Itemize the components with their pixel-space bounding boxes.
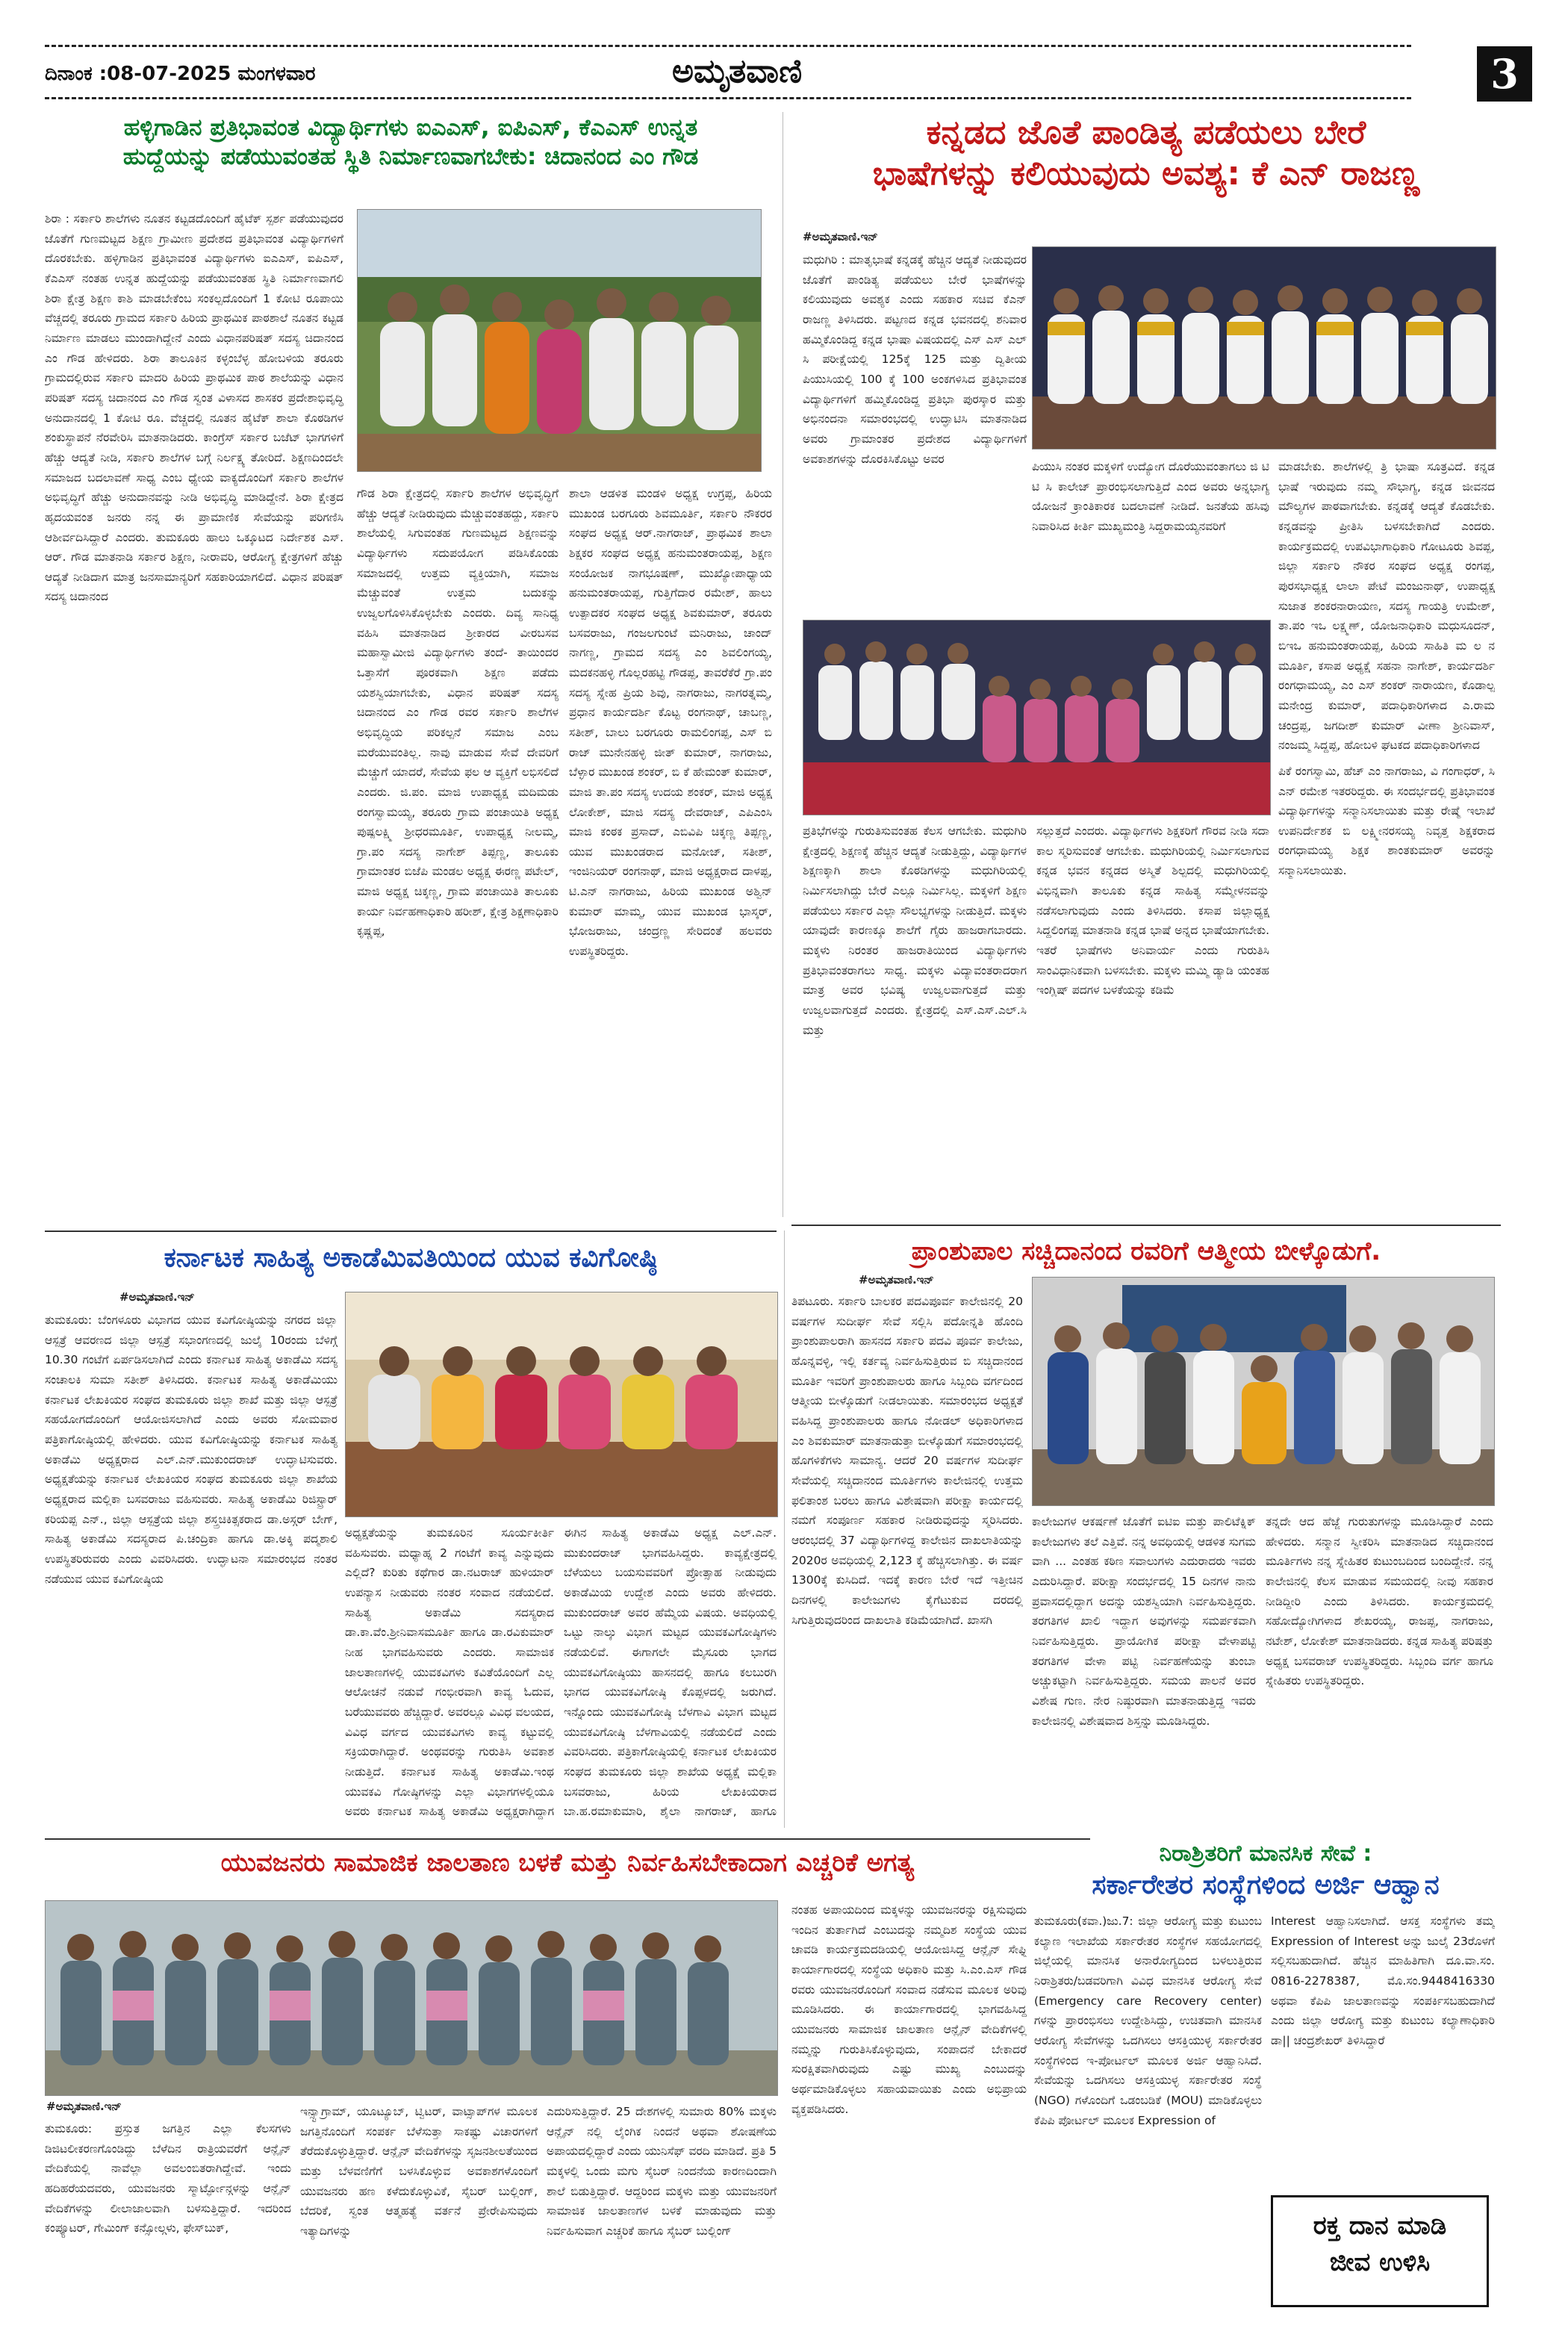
article4-column-3: ತನ್ನದೇ ಆದ ಹೆಜ್ಜೆ ಗುರುತುಗಳನ್ನು ಮೂಡಿಸಿದ್ದಾರೆ ಎಂದು ಹೇಳಿದರು. ಸನ್ಮಾನ ಸ್ವೀಕರಿಸಿ ಮಾತನಾಡಿದ ಸಚ್ಚಿದಾನಂದ ಮೂರ್ತಿಗಳು ನನ್ನ ಸ್ನೇಹಿತರ ಕುಟುಂಬದಿಂದ ಬಂದಿದ್ದೇನೆ. ನನ್ನ ಕಾಲೇಜಿನಲ್ಲಿ ಕೆಲಸ ಮಾಡುವ ಸಮಯದಲ್ಲಿ ನೀವು ಸಹಕಾರ ನೀಡಿದ್ದೀರಿ ಎಂದು ತಿಳಿಸಿದರು. ಕಾರ್ಯಕ್ರಮದಲ್ಲಿ ಸಹೋದ್ಯೋಗಿಗಳಾದ ಶೇಖರಯ್ಯ, ರಾಜಪ್ಪ, ನಾಗರಾಜು, ನಟೇಶ್, ಲೋಕೇಶ್ ಮಾತನಾಡಿದರು. ಕನ್ನಡ ಸಾಹಿತ್ಯ ಪರಿಷತ್ತು ಅಧ್ಯಕ್ಷ ಬಸವರಾಜ್ ಉಪಸ್ಥಿತರಿದ್ದರು. ಸಿಬ್ಬಂದಿ ವರ್ಗ ಹಾಗೂ ಸ್ನೇಹಿತರು ಉಪಸ್ಥಿತರಿದ್ದರು. bbox=[1266, 1515, 1493, 1688]
article1-headline-line2: ಹುದ್ದೆಯನ್ನು ಪಡೆಯುವಂತಹ ಸ್ಥಿತಿ ನಿರ್ಮಾಣವಾಗಬೇಕು: ಚಿದಾನಂದ ಎಂ ಗೌಡ bbox=[122, 143, 699, 170]
article6-headline bbox=[1034, 1840, 1497, 1902]
article4-photo-farewell bbox=[1032, 1277, 1495, 1506]
vertical-divider-middle bbox=[784, 1231, 785, 1828]
article1-column-2: ಗೌಡ ಶಿರಾ ಕ್ಷೇತ್ರದಲ್ಲಿ ಸರ್ಕಾರಿ ಶಾಲೆಗಳ ಅಭಿವೃದ್ಧಿಗೆ ಹೆಚ್ಚು ಆದ್ಯತೆ ನೀಡಿರುವುದು ಮೆಚ್ಚುವಂತಹದ್ದು, ಸರ್ಕಾರಿ ಶಾಲೆಯಲ್ಲಿ ಸಿಗುವಂತಹ ಗುಣಮಟ್ಟದ ಶಿಕ್ಷಣವನ್ನು ವಿದ್ಯಾರ್ಥಿಗಳು ಸದುಪಯೋಗ ಪಡಿಸಿಕೊಂಡು ಸಮಾಜದಲ್ಲಿ ಉತ್ತಮ ವ್ಯಕ್ತಿಯಾಗಿ, ಸಮಾಜ ಮೆಚ್ಚುವಂತೆ ಉತ್ತಮ ಬದುಕನ್ನು ಉಜ್ವಲಗೊಳಿಸಿಕೊಳ್ಳಬೇಕು ಎಂದರು. ದಿವ್ಯ ಸಾನಿಧ್ಯ ವಹಿಸಿ ಮಾತನಾಡಿದ ಶ್ರೀಕಾರದ ವೀರಬಸವ ಮಹಾಸ್ವಾಮೀಜಿ ವಿದ್ಯಾರ್ಥಿಗಳು ತಂದೆ- ತಾಯಿಂದರ ಒತ್ತಾಸೆಗೆ ಪೂರಕವಾಗಿ ಶಿಕ್ಷಣ ಪಡೆದು ಯಶಸ್ವಿಯಾಗಬೇಕು, ವಿಧಾನ ಪರಿಷತ್ ಸದಸ್ಯ ಚಿದಾನಂದ ಎಂ ಗೌಡ ರವರ ಸರ್ಕಾರಿ ಶಾಲೆಗಳ ಅಭಿವೃದ್ಧಿಯ ಪರಿಕಲ್ಪನೆ ಸಮಾಜ ಎಂಬ ಮರೆಯುವಂತಿಲ್ಲ. ನಾವು ಮಾಡುವ ಸೇವೆ ದೇವರಿಗೆ ಮೆಚ್ಚುಗೆ ಯಾದರೆ, ಸೇವೆಯ ಫಲ ಆ ವ್ಯಕ್ತಿಗೆ ಲಭಿಸಲಿದೆ ಎಂದರು. ಜಿ.ಪಂ. ಮಾಜಿ ಉಪಾಧ್ಯಕ್ಷ ಮದಿಮಡು ರಂಗಸ್ವಾಮಯ್ಯ, ತರೂರು ಗ್ರಾಮ ಪಂಚಾಯಿತಿ ಅಧ್ಯಕ್ಷ ಪುಷ್ಪಲಕ್ಷ್ಮಿ ಶ್ರೀಧರಮೂರ್ತಿ, ಉಪಾಧ್ಯಕ್ಷ ನೀಲಮ್ಮ, ಗ್ರಾ.ಪಂ ಸದಸ್ಯ ನಾಗೇಶ್ ತಿಪ್ಪಣ್ಣ, ತಾಲೂಕು ಗ್ರಾಮಾಂತರ ಬಿಜೆಪಿ ಮಂಡಲ ಅಧ್ಯಕ್ಷ ಈರಣ್ಣ ಪಟೇಲ್, ಮಾಜಿ ಅಧ್ಯಕ್ಷ ಚಿಕ್ಕಣ್ಣ, ಗ್ರಾಮ ಪಂಚಾಯಿತಿ ತಾಲೂಕು ಕಾರ್ಯ ನಿರ್ವಹಣಾಧಿಕಾರಿ ಹರೀಶ್, ಕ್ಷೇತ್ರ ಶಿಕ್ಷಣಾಧಿಕಾರಿ ಕೃಷ್ಣಪ್ಪ, bbox=[357, 487, 559, 939]
blood-donation-box bbox=[1271, 2195, 1489, 2307]
article2-column-1: ಮಧುಗಿರಿ : ಮಾತೃಭಾಷೆ ಕನ್ನಡಕ್ಕೆ ಹೆಚ್ಚಿನ ಆದ್ಯತೆ ನೀಡುವುದರ ಜೊತೆಗೆ ಪಾಂಡಿತ್ಯ ಪಡೆಯಲು ಬೇರೆ ಭಾಷೆಗಳನ್ನು ಕಲಿಯುವುದು ಅವಶ್ಯಕ ಎಂದು ಸಹಕಾರ ಸಚಿವ ಕೆಎನ್ ರಾಜಣ್ಣ ತಿಳಿಸಿದರು. ಪಟ್ಟಣದ ಕನ್ನಡ ಭವನದಲ್ಲಿ ಶನಿವಾರ ಹಮ್ಮಿಕೊಂಡಿದ್ದ ಕನ್ನಡ ಭಾಷಾ ವಿಷಯದಲ್ಲಿ ಎಸ್ ಎಸ್ ಎಲ್ ಸಿ ಪರೀಕ್ಷೆಯಲ್ಲಿ 125ಕ್ಕೆ 125 ಮತ್ತು ದ್ವಿತೀಯ ಪಿಯುಸಿಯಲ್ಲಿ 100 ಕ್ಕೆ 100 ಅಂಕಗಳಿಸಿದ ಪ್ರತಿಭಾವಂತ ವಿದ್ಯಾರ್ಥಿಗಳಿಗೆ ಹಮ್ಮಿಕೊಂಡಿದ್ದ ಪ್ರತಿಭಾ ಪುರಸ್ಕಾರ ಮತ್ತು ಅಭಿನಂದನಾ ಸಮಾರಂಭದಲ್ಲಿ ಉದ್ಘಾಟಿಸಿ ಮಾತನಾಡಿದ ಅವರು ಗ್ರಾಮಾಂತರ ಪ್ರದೇಶದ ವಿದ್ಯಾರ್ಥಿಗಳಿಗೆ ಅವಕಾಶಗಳನ್ನು ದೊರಕಿಸಿಕೊಟ್ಟು ಅವರ bbox=[803, 253, 1027, 466]
article2-column-5: ಸಲ್ಲುತ್ತದೆ ಎಂದರು. ವಿದ್ಯಾರ್ಥಿಗಳು ಶಿಕ್ಷಕರಿಗೆ ಗೌರವ ನೀಡಿ ಸದಾ ಕಾಲ ಸ್ಮರಿಸುವಂತೆ ಆಗಬೇಕು. ಮಧುಗಿರಿಯಲ್ಲಿ ನಿರ್ಮಿಸಲಾಗುವ ಕನ್ನಡ ಭವನ ಕನ್ನಡದ ಅಸ್ಮಿತೆ ಶಿಲ್ಪದಲ್ಲಿ ಮಧುಗಿರಿಯಲ್ಲಿ ವಿಭಿನ್ನವಾಗಿ ತಾಲೂಕು ಕನ್ನಡ ಸಾಹಿತ್ಯ ಸಮ್ಮೇಳನವನ್ನು ನಡೆಸಲಾಗುವುದು ಎಂದು ತಿಳಿಸಿದರು. ಕಸಾಪ ಜಿಲ್ಲಾಧ್ಯಕ್ಷ ಸಿದ್ದಲಿಂಗಪ್ಪ ಮಾತನಾಡಿ ಕನ್ನಡ ಭಾಷೆ ಅನ್ನದ ಭಾಷೆಯಾಗಬೇಕು. ಇತರೆ ಭಾಷೆಗಳು ಅನಿವಾರ್ಯ ಎಂದು ಗುರುತಿಸಿ ಸಾಂವಿಧಾನಿಕವಾಗಿ ಬಳಸಬೇಕು. ಮಕ್ಕಳು ಮಮ್ಮಿ ಡ್ಯಾಡಿ ಯಂತಹ ಇಂಗ್ಲಿಷ್ ಪದಗಳ ಬಳಕೆಯನ್ನು ಕಡಿಮೆ bbox=[1036, 824, 1269, 998]
article2-headline bbox=[788, 112, 1505, 194]
article4-byline: #ಅಮೃತವಾಣಿ.ಇನ್ bbox=[859, 1273, 934, 1287]
article4-column-2: ಕಾಲೇಜುಗಳ ಆಕರ್ಷಣೆ ಜೊತೆಗೆ ಐಟಿಐ ಮತ್ತು ಪಾಲಿಟೆಕ್ನಿಕ್ ಕಾಲೇಜುಗಳು ತಲೆ ಎತ್ತಿವೆ. ನನ್ನ ಅವಧಿಯಲ್ಲಿ ಆಡಳಿತ ಸುಗಮ ವಾಗಿ ... ಎಂತಹ ಕಠಿಣ ಸವಾಲುಗಳು ಎದುರಾದರು ಇವರು ಎದುರಿಸಿದ್ದಾರೆ. ಪರೀಕ್ಷಾ ಸಂದರ್ಭದಲ್ಲಿ 15 ದಿನಗಳ ನಾನು ಪ್ರವಾಸದಲ್ಲಿದ್ದಾಗ ಅದನ್ನು ಯಶಸ್ವಿಯಾಗಿ ನಿರ್ವಹಿಸುತ್ತಿದ್ದರು. ತರಗತಿಗಳ ಖಾಲಿ ಇದ್ದಾಗ ಅವುಗಳನ್ನು ಸಮರ್ಪಕವಾಗಿ ನಿರ್ವಹಿಸುತ್ತಿದ್ದರು. ಪ್ರಾಯೋಗಿಕ ಪರೀಕ್ಷಾ ವೇಳಾಪಟ್ಟಿ ತರಗತಿಗಳ ವೇಳಾ ಪಟ್ಟಿ ನಿರ್ವಹಣೆಯನ್ನು ತುಂಬಾ ಅಚ್ಚುಕಟ್ಟಾಗಿ ನಿರ್ವಹಿಸುತ್ತಿದ್ದರು. ಸಮಯ ಪಾಲನೆ ಅವರ ವಿಶೇಷ ಗುಣ. ನೇರ ನಿಷ್ಠುರವಾಗಿ ಮಾತನಾಡುತ್ತಿದ್ದ ಇವರು ಕಾಲೇಜಿನಲ್ಲಿ ವಿಶೇಷವಾದ ಶಿಸ್ತನ್ನು ಮೂಡಿಸಿದ್ದರು. bbox=[1032, 1515, 1256, 1728]
article3-column-3: ಈಗಿನ ಸಾಹಿತ್ಯ ಅಕಾಡೆಮಿ ಅಧ್ಯಕ್ಷ ಎಲ್.ಎನ್. ಮುಕುಂದರಾಜ್ ಭಾಗವಹಿಸಿದ್ದರು. ಕಾವ್ಯಕ್ಷೇತ್ರದಲ್ಲಿ ಬೆಳೆಯಲು ಬಯಸುವವರಿಗೆ ಪ್ರೋತ್ಸಾಹ ನೀಡುವುದು ಅಕಾಡೆಮಿಯ ಉದ್ದೇಶ ಎಂದು ಅವರು ಹೇಳಿದರು. ಮುಕುಂದರಾಜ್ ಅವರ ಹೆಮ್ಮೆಯ ವಿಷಯ. ಅವಧಿಯಲ್ಲಿ ಒಟ್ಟು ನಾಲ್ಕು ವಿಭಾಗ ಮಟ್ಟದ ಯುವಕವಿಗೋಷ್ಠಿಗಳು ನಡೆಯಲಿವೆ. ಈಗಾಗಲೇ ಮೈಸೂರು ಭಾಗದ ಯುವಕವಿಗೋಷ್ಠಿಯು ಹಾಸನದಲ್ಲಿ ಹಾಗೂ ಕಲಬುರಗಿ ಭಾಗದ ಯುವಕವಿಗೋಷ್ಠಿ ಕೊಪ್ಪಳದಲ್ಲಿ ಜರುಗಿದೆ. ಇನ್ನೊಂದು ಯುವಕವಿಗೋಷ್ಠಿ ಬೆಳಗಾವಿ ವಿಭಾಗ ಮಟ್ಟದ ಯುವಕವಿಗೋಷ್ಠಿ ಬೆಳಗಾವಿಯಲ್ಲಿ ನಡೆಯಲಿದೆ ಎಂದು ವಿವರಿಸಿದರು. ಪತ್ರಿಕಾಗೋಷ್ಠಿಯಲ್ಲಿ ಕರ್ನಾಟಕ ಲೇಖಕಿಯರ ಸಂಘದ ತುಮಕೂರು ಜಿಲ್ಲಾ ಶಾಖೆಯ ಅಧ್ಯಕ್ಷೆ ಮಲ್ಲಿಕಾ ಬಸವರಾಜು, ಹಿರಿಯ ಲೇಖಕಿಯರಾದ ಬಾ.ಹ.ರಮಾಕುಮಾರಿ, ಶೈಲಾ ನಾಗರಾಜ್, ಹಾಗೂ bbox=[564, 1526, 777, 1819]
blood-box-line2: ಜೀವ ಉಳಿಸಿ bbox=[1329, 2247, 1431, 2278]
article2-column-2: ಪಿಯುಸಿ ನಂತರ ಮಕ್ಕಳಿಗೆ ಉದ್ಯೋಗ ದೊರೆಯುವಂತಾಗಲು ಜಿ ಟಿ ಟಿ ಸಿ ಕಾಲೇಜ್ ಪ್ರಾರಂಭಿಸಲಾಗುತ್ತಿದೆ ಎಂದ ಅವರು ಅನ್ನಭಾಗ್ಯ ಯೋಜನೆ ಕ್ರಾಂತಿಕಾರಕ ಬದಲಾವಣೆ ನೀಡಿದೆ. ಜನತೆಯ ಹಸಿವು ನಿವಾರಿಸಿದ ಕೀರ್ತಿ ಮುಖ್ಯಮಂತ್ರಿ ಸಿದ್ದರಾಮಯ್ಯನವರಿಗೆ bbox=[1032, 460, 1269, 533]
article3-photo-illustration bbox=[346, 1292, 777, 1516]
article5-photo-illustration bbox=[46, 1901, 777, 2095]
masthead-paper-name: ಅಮೃತವಾಣಿ bbox=[672, 52, 803, 90]
article4-photo-illustration bbox=[1033, 1278, 1494, 1505]
article2-column-4: ಪ್ರತಿಭೆಗಳನ್ನು ಗುರುತಿಸುವಂತಹ ಕೆಲಸ ಆಗಬೇಕು. ಮಧುಗಿರಿ ಕ್ಷೇತ್ರದಲ್ಲಿ ಶಿಕ್ಷಣಕ್ಕೆ ಹೆಚ್ಚಿನ ಆದ್ಯತೆ ನೀಡುತ್ತಿದ್ದು, ವಿದ್ಯಾರ್ಥಿಗಳ ಶಿಕ್ಷಣಕ್ಕಾಗಿ ಶಾಲಾ ಕೊಠಡಿಗಳನ್ನು ಮಧುಗಿರಿಯಲ್ಲಿ ನಿರ್ಮಿಸಲಾಗಿದ್ದು ಬೇರೆ ಎಲ್ಲೂ ನಿರ್ಮಿಸಿಲ್ಲ. ಮಕ್ಕಳಿಗೆ ಶಿಕ್ಷಣ ಪಡೆಯಲು ಸರ್ಕಾರ ಎಲ್ಲಾ ಸೌಲಭ್ಯಗಳನ್ನು ನೀಡುತ್ತಿದೆ. ಮಕ್ಕಳು ಯಾವುದೇ ಕಾರಣಕ್ಕೂ ಶಾಲೆಗೆ ಗೈರು ಹಾಜರಾಗಬಾರದು. ಮಕ್ಕಳು ನಿರಂತರ ಹಾಜರಾತಿಯಿಂದ ವಿದ್ಯಾರ್ಥಿಗಳು ಪ್ರತಿಭಾವಂತರಾಗಲು ಸಾಧ್ಯ. ಮಕ್ಕಳು ವಿದ್ಯಾವಂತರಾದರಾಗ ಮಾತ್ರ ಅವರ ಭವಿಷ್ಯ ಉಜ್ವಲವಾಗುತ್ತದೆ ಮತ್ತು ಉಜ್ವಲವಾಗುತ್ತದೆ ಎಂದರು. ಕ್ಷೇತ್ರದಲ್ಲಿ ಎಸ್.ಎಸ್.ಎಲ್.ಸಿ ಮತ್ತು bbox=[803, 824, 1027, 1037]
divider-article3 bbox=[45, 1231, 777, 1232]
article2-byline: #ಅಮೃತವಾಣಿ.ಇನ್ bbox=[803, 230, 878, 243]
article2-headline-line2: ಭಾಷೆಗಳನ್ನು ಕಲಿಯುವುದು ಅವಶ್ಯ: ಕೆ ಎನ್ ರಾಜಣ್ಣ bbox=[872, 155, 1420, 193]
article1-photo-foundation-ceremony bbox=[357, 209, 762, 472]
article2-photo-illustration bbox=[1033, 247, 1496, 449]
article2-photo2-illustration bbox=[803, 620, 1270, 815]
article6-column-2: Interest ಆಹ್ವಾನಿಸಲಾಗಿದೆ. ಆಸಕ್ತ ಸಂಸ್ಥೆಗಳು ತಮ್ಮ Expression of Interest ಅನ್ನು ಜುಲೈ 23ರೊಳಗೆ ಸಲ್ಲಿಸಬಹುದಾಗಿದೆ. ಹೆಚ್ಚಿನ ಮಾಹಿತಿಗಾಗಿ ದೂ.ವಾ.ಸಂ. 0816-2278387, ಮೊ.ಸಂ.9448416330 ಅಥವಾ ಕೆಪಿಪಿ ಜಾಲತಾಣವನ್ನು ಸಂಪರ್ಕಿಸಬಹುದಾಗಿದೆ ಎಂದು ಜಿಲ್ಲಾ ಆರೋಗ್ಯ ಮತ್ತು ಕುಟುಂಬ ಕಲ್ಯಾಣಾಧಿಕಾರಿ ಡಾ|| ಚಂದ್ರಶೇಖರ್ ತಿಳಿಸಿದ್ದಾರೆ bbox=[1271, 1914, 1495, 2047]
article5-column-1: ತುಮಕೂರು: ಪ್ರಸ್ತುತ ಜಗತ್ತಿನ ಎಲ್ಲಾ ಕೆಲಸಗಳು ಡಿಜಿಟಲೀಕರಣಗೊಂಡಿದ್ದು ಬೆಳೆದಿನ ರಾತ್ರಿಯವರೆಗೆ ಆನ್ಲೈನ್ ವೇದಿಕೆಯಲ್ಲಿ ನಾವೆಲ್ಲಾ ಅವಲಂಬಿತರಾಗಿದ್ದೇವೆ. ಇಂದು ಹದಿಹರೆಯದವರು, ಯುವಜನರು ಸ್ಮಾರ್ಟ್ಫೋನ್ಗಳನ್ನು ಆನ್ಲೈನ್ ವೇದಿಕೆಗಳನ್ನು ಲೀಲಾಜಾಲವಾಗಿ ಬಳಸುತ್ತಿದ್ದಾರೆ. ಇದರಿಂದ ಕಂಪ್ಯೂಟರ್, ಗೇಮಿಂಗ್ ಕನ್ಸೋಲ್ಗಳು, ಫೇಸ್‌ಬುಕ್, bbox=[45, 2122, 291, 2236]
article2-column-3: ಮಾಡಬೇಕು. ಶಾಲೆಗಳಲ್ಲಿ ತ್ರಿ ಭಾಷಾ ಸೂತ್ರವಿದೆ. ಕನ್ನಡ ಭಾಷೆ ಇರುವುದು ನಮ್ಮ ಸೌಭಾಗ್ಯ, ಕನ್ನಡ ಜೀವನದ ಮೌಲ್ಯಗಳ ಪಾಠವಾಗಬೇಕು. ಕನ್ನಡಕ್ಕೆ ಆದ್ಯತೆ ಕೊಡಬೇಕು. ಕನ್ನಡವನ್ನು ಪ್ರೀತಿಸಿ ಬಳಸಬೇಕಾಗಿದೆ ಎಂದರು. ಕಾರ್ಯಕ್ರಮದಲ್ಲಿ ಉಪವಿಭಾಗಾಧಿಕಾರಿ ಗೋಟೂರು ಶಿವಪ್ಪ, ಜಿಲ್ಲಾ ಸರ್ಕಾರಿ ನೌಕರ ಸಂಘದ ಅಧ್ಯಕ್ಷ ರಂಗಪ್ಪ, ಪುರಸಭಾಧ್ಯಕ್ಷ ಲಾಲಾ ಪೇಟೆ ಮಂಜುನಾಥ್, ಉಪಾಧ್ಯಕ್ಷ ಸುಜಾತ ಶಂಕರನಾರಾಯಣ, ಸದಸ್ಯ ಗಾಯತ್ರಿ ಉಮೇಶ್, ತಾ.ಪಂ ಇಒ ಲಕ್ಷ್ಮಣ್, ಯೋಜನಾಧಿಕಾರಿ ಮಧುಸೂದನ್, ಬಿಇಒ ಹನುಮಂತರಾಯಪ್ಪ, ಹಿರಿಯ ಸಾಹಿತಿ ಮ ಲ ನ ಮೂರ್ತಿ, ಕಸಾಪ ಅಧ್ಯಕ್ಷೆ ಸಹನಾ ನಾಗೇಶ್, ಕಾರ್ಯದರ್ಶಿ ರಂಗಧಾಮಯ್ಯ, ಎಂ ಎಸ್ ಶಂಕರ್ ನಾರಾಯಣ, ಕೊಡಾಲ್ಪ ಮನೇಂದ್ರ ಕುಮಾರ್, ಪದಾಧಿಕಾರಿಗಳಾದ ಎ.ರಾಮ ಚಂದ್ರಪ್ಪ, ಜಗದೀಶ್ ಕುಮಾರ್ ವೀಣಾ ಶ್ರೀನಿವಾಸ್, ನಂಜಮ್ಮ ಸಿದ್ದಪ್ಪ, ಹೋಬಳಿ ಘಟಕದ ಪದಾಧಿಕಾರಿಗಳಾದ ಪಿಕೆ ರಂಗಸ್ವಾಮಿ, ಹೆಚ್ ಎಂ ನಾಗರಾಜು, ವಿ ಗಂಗಾಧರ್, ಸಿ ಎನ್ ರಮೇಶ ಇತರರಿದ್ದರು. ಈ ಸಂದರ್ಭದಲ್ಲಿ ಪ್ರತಿಭಾವಂತ ವಿದ್ಯಾರ್ಥಿಗಳನ್ನು ಸನ್ಮಾನಿಸಲಾಯಿತು ಮತ್ತು ರೇಷ್ಮೆ ಇಲಾಖೆ ಉಪನಿರ್ದೇಶಕ ಬಿ ಲಕ್ಷ್ಮೀನರಸಯ್ಯ ನಿವೃತ್ತ ಶಿಕ್ಷಕರಾದ ರಂಗಧಾಮಯ್ಯ ಶಿಕ್ಷಕ ಶಾಂತಕುಮಾರ್ ಅವರನ್ನು ಸನ್ಮಾನಿಸಲಾಯಿತು. bbox=[1278, 457, 1495, 1211]
article1-photo-illustration bbox=[358, 210, 761, 471]
article2-photo-felicitation-stage bbox=[1032, 246, 1496, 449]
divider-article4 bbox=[791, 1225, 1501, 1226]
article4-headline: ಪ್ರಾಂಶುಪಾಲ ಸಚ್ಚಿದಾನಂದ ರವರಿಗೆ ಆತ್ಮೀಯ ಬೀಳ್ಕೊಡುಗೆ. bbox=[911, 1236, 1381, 1266]
article1-column-3: ಶಾಲಾ ಆಡಳಿತ ಮಂಡಳಿ ಅಧ್ಯಕ್ಷ ಉಗ್ರಪ್ಪ, ಹಿರಿಯ ಮುಖಂಡ ಬರಗೂರು ಶಿವಮೂರ್ತಿ, ಸರ್ಕಾರಿ ನೌಕರರ ಸಂಘದ ಅಧ್ಯಕ್ಷ ಆರ್.ನಾಗರಾಜ್, ಪ್ರಾಥಮಿಕ ಶಾಲಾ ಶಿಕ್ಷಕರ ಸಂಘದ ಅಧ್ಯಕ್ಷ ಹನುಮಂತರಾಯಪ್ಪ, ಶಿಕ್ಷಣ ಸಂಯೋಜಕ ನಾಗಭೂಷಣ್, ಮುಖ್ಯೋಪಾಧ್ಯಾಯ ಹನುಮಂತರಾಯಪ್ಪ, ಗುತ್ತಿಗೆದಾರ ರಮೇಶ್, ಹಾಲು ಉತ್ಪಾದಕರ ಸಂಘದ ಅಧ್ಯಕ್ಷ ಶಿವಕುಮಾರ್, ತರೂರು ಬಸವರಾಜು, ಗಂಜಲಗುಂಟೆ ಮನಿರಾಜು, ಚಾಂದ್ ನಾಗಣ್ಣ, ಗ್ರಾಮದ ಸದಸ್ಯ ಎಂ ಶಿವಲಿಂಗಯ್ಯ, ಮದಕನಹಳ್ಳಿ ಗೊಲ್ಲರಹಟ್ಟಿ ಗೌಡಪ್ಪ, ತಾವರೆಕೆರೆ ಗ್ರಾ.ಪಂ ಸದಸ್ಯ ಸ್ನೇಹ ಪ್ರಿಯ ಶಿವು, ನಾಗರಾಜು, ನಾಗರತ್ನಮ್ಮ, ಪ್ರಧಾನ ಕಾರ್ಯದರ್ಶಿ ಕೊಟ್ಟ ರಂಗನಾಥ್, ಚಾಬಣ್ಣ, ಸತೀಶ್, ಬಾಲು ಬರಗೂರು ರಾಮಲಿಂಗಪ್ಪ, ಎಸ್ ಬಿ ರಾಜ್ ಮುನೇನಹಳ್ಳಿ ಜೀತ್ ಕುಮಾರ್, ನಾಗರಾಜು, ಬೆಳ್ಳಾರ ಮುಖಂಡ ಶಂಕರ್, ಬಿ ಕೆ ಹೇಮಂತ್ ಕುಮಾರ್, ಮಾಜಿ ತಾ.ಪಂ ಸದಸ್ಯ ಉದಯ ಶಂಕರ್, ಮಾಜಿ ಅಧ್ಯಕ್ಷ ಲೋಕೇಶ್, ಮಾಜಿ ಸದಸ್ಯ ದೇವರಾಜ್, ಎಪಿಎಂಸಿ ಮಾಜಿ ಕಂಠಕ ಪ್ರಸಾದ್, ಎಬಿವಿಪಿ ಚಿಕ್ಕಣ್ಣ ತಿಪ್ಪಣ್ಣ, ಯುವ ಮುಖಂಡರಾದ ಮನೋಜ್, ಸತೀಶ್, ಇಂಜಿನಿಯರ್ ರಂಗನಾಥ್, ಮಾಜಿ ಅಧ್ಯಕ್ಷರಾದ ದಾಳಪ್ಪ, ಟಿ.ಎನ್ ನಾಗರಾಜು, ಹಿರಿಯ ಮುಖಂಡ ಅಶ್ವಿನ್ ಕುಮಾರ್ ಮಾಮ್ಮ, ಯುವ ಮುಖಂಡ ಭಾಸ್ಕರ್, ಭೋಜರಾಜು, ಚಂದ್ರಣ್ಣ ಸೇರಿದಂತೆ ಹಲವರು ಉಪಸ್ಥಿತರಿದ್ದರು. bbox=[569, 487, 772, 959]
masthead-bottom-rule bbox=[45, 97, 1411, 99]
article6-column-1: ತುಮಕೂರು(ಕವಾ.)ಜು.7: ಜಿಲ್ಲಾ ಆರೋಗ್ಯ ಮತ್ತು ಕುಟುಂಬ ಕಲ್ಯಾಣ ಇಲಾಖೆಯ ಸರ್ಕಾರೇತರ ಸಂಸ್ಥೆಗಳ ಸಹಯೋಗದಲ್ಲಿ ಜಿಲ್ಲೆಯಲ್ಲಿ ಮಾನಸಿಕ ಅನಾರೋಗ್ಯದಿಂದ ಬಳಲುತ್ತಿರುವ ನಿರಾಶ್ರಿತರು/ಬಡವರಿಗಾಗಿ ವಿವಿಧ ಮಾನಸಿಕ ಆರೋಗ್ಯ ಸೇವೆ (Emergency care Recovery center) ಗಳನ್ನು ಪ್ರಾರಂಭಿಸಲು ಉದ್ದೇಶಿಸಿದ್ದು, ಉಚಿತವಾಗಿ ಮಾನಸಿಕ ಆರೋಗ್ಯ ಸೇವೆಗಳನ್ನು ಒದಗಿಸಲು ಆಸಕ್ತಿಯುಳ್ಳ ಸರ್ಕಾರೇತರ ಸಂಸ್ಥೆಗಳಿಂದ ಇ-ಪೋರ್ಟಲ್ ಮೂಲಕ ಅರ್ಜಿ ಆಹ್ವಾನಿಸಿದೆ. ಸೇವೆಯನ್ನು ಒದಗಿಸಲು ಆಸಕ್ತಿಯುಳ್ಳ ಸರ್ಕಾರೇತರ ಸಂಸ್ಥೆ (NGO) ಗಳೊಂದಿಗೆ ಒಡಂಬಡಿಕೆ (MOU) ಮಾಡಿಕೊಳ್ಳಲು ಕೆಪಿಪಿ ಪೋರ್ಟಲ್ ಮೂಲಕ Expression of bbox=[1034, 1914, 1262, 2127]
article3-byline: #ಅಮೃತವಾಣಿ.ಇನ್ bbox=[119, 1290, 195, 1304]
blood-box-line1: ರಕ್ತ ದಾನ ಮಾಡಿ bbox=[1313, 2211, 1447, 2241]
article6-headline-line2: ಸರ್ಕಾರೇತರ ಸಂಸ್ಥೆಗಳಿಂದ ಅರ್ಜಿ ಆಹ್ವಾನ bbox=[1092, 1869, 1440, 1900]
article2-photo-students-awarded bbox=[803, 620, 1271, 815]
article1-headline-line1: ಹಳ್ಳಿಗಾಡಿನ ಪ್ರತಿಭಾವಂತ ವಿದ್ಯಾರ್ಥಿಗಳು ಐಎಎಸ್, ಐಪಿಎಸ್, ಕೆಎಎಸ್ ಉನ್ನತ bbox=[123, 114, 698, 141]
article1-headline bbox=[45, 113, 777, 172]
page-number-badge: 3 bbox=[1477, 46, 1532, 102]
article2-headline-line1: ಕನ್ನಡದ ಜೊತೆ ಪಾಂಡಿತ್ಯ ಪಡೆಯಲು ಬೇರೆ bbox=[926, 113, 1366, 152]
article5-column-2: ಇನ್ಸ್ಟಾಗ್ರಾಮ್, ಯೂಟ್ಯೂಬ್, ಟ್ವಿಟರ್, ವಾಟ್ಸಾಪ್‌ಗಳ ಮೂಲಕ ಜಗತ್ತಿನೊಂದಿಗೆ ಸಂಪರ್ಕ ಬೆಳೆಸುತ್ತಾ ಸಾಕಷ್ಟು ವಿಚಾರಗಳಿಗೆ ತೆರೆದುಕೊಳ್ಳುತ್ತಿದ್ದಾರೆ. ಆನ್ಲೈನ್ ವೇದಿಕೆಗಳನ್ನು ಸೃಜನಶೀಲತೆಯಿಂದ ಮತ್ತು ಬೆಳವಣಿಗೆಗೆ ಬಳಸಿಕೊಳ್ಳುವ ಅವಕಾಶಗಳೊಂದಿಗೆ ಯುವಜನರು ಹಣ ಕಳೆದುಕೊಳ್ಳುವಿಕೆ, ಸೈಬರ್ ಬುಲ್ಲಿಂಗ್, ಬೆದರಿಕೆ, ಸ್ವಂತ ಆತ್ಮಹತ್ಯೆ ವರ್ತನೆ ಪ್ರೇರೇಪಿಸುವುದು ಇತ್ಯಾದಿಗಳನ್ನು bbox=[300, 2105, 538, 2238]
article5-headline: ಯುವಜನರು ಸಾಮಾಜಿಕ ಜಾಲತಾಣ ಬಳಕೆ ಮತ್ತು ನಿರ್ವಹಿಸಬೇಕಾದಾಗ ಎಚ್ಚರಿಕೆ ಅಗತ್ಯ bbox=[220, 1848, 915, 1878]
article5-column-4: ನಂತಹ ಅಪಾಯದಿಂದ ಮಕ್ಕಳನ್ನು ಯುವಜನರನ್ನು ರಕ್ಷಿಸುವುದು ಇಂದಿನ ತುರ್ತಾಗಿದೆ ಎಂಬುದನ್ನು ನಮ್ಮದಿಶ ಸಂಸ್ಥೆಯ ಯುವ ಚಾವಡಿ ಕಾರ್ಯಕ್ರಮದಡಿಯಲ್ಲಿ ಆಯೋಜಿಸಿದ್ದ ಆನ್ಲೈನ್ ಸೇಫ್ಟಿ ಕಾರ್ಯಾಗಾರದಲ್ಲಿ ಸಂಸ್ಥೆಯ ಅಧಿಕಾರಿ ಮತ್ತು ಸಿ.ಎಂ.ಎಸ್ ಗೌಡ ರವರು ಯುವಜನರೊಂದಿಗೆ ಸಂವಾದ ನಡೆಸುವ ಮೂಲಕ ಅರಿವು ಮೂಡಿಸಿದರು. ಈ ಕಾರ್ಯಾಗಾರದಲ್ಲಿ ಭಾಗವಹಿಸಿದ್ದ ಯುವಜನರು ಸಾಮಾಜಿಕ ಜಾಲತಾಣ ಆನ್ಲೈನ್ ವೇದಿಕೆಗಳಲ್ಲಿ ನಮ್ಮನ್ನು ಗುರುತಿಸಿಕೊಳ್ಳುವುದು, ಸಂಪಾದನೆ ಬೇಕಾದರೆ ಸುರಕ್ಷಿತವಾಗಿರುವುದು ಎಷ್ಟು ಮುಖ್ಯ ಎಂಬುದನ್ನು ಅರ್ಥಮಾಡಿಕೊಳ್ಳಲು ಸಹಾಯವಾಯಿತು ಎಂದು ಅಭಿಪ್ರಾಯ ವ್ಯಕ್ತಪಡಿಸಿದರು. bbox=[791, 1903, 1027, 2116]
divider-article5 bbox=[45, 1838, 1090, 1840]
article3-column-1: ತುಮಕೂರು: ಬೆಂಗಳೂರು ವಿಭಾಗದ ಯುವ ಕವಿಗೋಷ್ಠಿಯನ್ನು ನಗರದ ಜಿಲ್ಲಾ ಆಸ್ಪತ್ರೆ ಆವರಣದ ಜಿಲ್ಲಾ ಆಸ್ಪತ್ರೆ ಸಭಾಂಗಣದಲ್ಲಿ ಜುಲೈ 10ರಂದು ಬೆಳಿಗ್ಗೆ 10.30 ಗಂಟೆಗೆ ಏರ್ಪಡಿಸಲಾಗಿದೆ ಎಂದು ಕರ್ನಾಟಕ ಸಾಹಿತ್ಯ ಅಕಾಡೆಮಿ ಸದಸ್ಯ ಸಂಚಾಲಕಿ ಸುಮಾ ಸತೀಶ್ ತಿಳಿಸಿದರು. ಕರ್ನಾಟಕ ಸಾಹಿತ್ಯ ಅಕಾಡೆಮಿಯು ಕರ್ನಾಟಕ ಲೇಖಕಿಯರ ಸಂಘದ ತುಮಕೂರು ಜಿಲ್ಲಾ ಶಾಖೆ ಮತ್ತು ಜಿಲ್ಲಾ ಆಸ್ಪತ್ರೆ ಸಹಯೋಗದೊಂದಿಗೆ ಆಯೋಜಿಸಲಾಗಿದೆ ಎಂದು ಅವರು ಸೋಮವಾರ ಪತ್ರಿಕಾಗೋಷ್ಠಿಯಲ್ಲಿ ಹೇಳಿದರು. ಯುವ ಕವಿಗೋಷ್ಠಿಯನ್ನು ಕರ್ನಾಟಕ ಸಾಹಿತ್ಯ ಅಕಾಡೆಮಿ ಅಧ್ಯಕ್ಷರಾದ ಎಲ್.ಎನ್.ಮುಕುಂದರಾಜ್ ಉದ್ಘಾಟಿಸುವರು. ಅಧ್ಯಕ್ಷತೆಯನ್ನು ಕರ್ನಾಟಕ ಲೇಖಕಿಯರ ಸಂಘದ ತುಮಕೂರು ಜಿಲ್ಲಾ ಶಾಖೆಯ ಅಧ್ಯಕ್ಷರಾದ ಮಲ್ಲಿಕಾ ಬಸವರಾಜು ವಹಿಸುವರು. ಸಾಹಿತ್ಯ ಅಕಾಡೆಮಿ ರಿಜಿಸ್ಟ್ರಾರ್ ಕರಿಯಪ್ಪ ಎನ್., ಜಿಲ್ಲಾ ಆಸ್ಪತ್ರೆಯ ಜಿಲ್ಲಾ ಶಸ್ತ್ರಚಿಕಿತ್ಸಕರಾದ ಡಾ.ಅಸ್ಗರ್ ಬೇಗ್, ಸಾಹಿತ್ಯ ಅಕಾಡೆಮಿ ಸದಸ್ಯರಾದ ಪಿ.ಚಂದ್ರಿಕಾ ಹಾಗೂ ಡಾ.ಅಕ್ಕಿ ಪದ್ಮಶಾಲಿ ಉಪಸ್ಥಿತರಿರುವರು ಎಂದು ವಿವರಿಸಿದರು. ಉದ್ಘಾಟನಾ ಸಮಾರಂಭದ ನಂತರ ನಡೆಯುವ ಯುವ ಕವಿಗೋಷ್ಠಿಯ bbox=[45, 1313, 337, 1586]
article6-headline-line1: ನಿರಾಶ್ರಿತರಿಗೆ ಮಾನಸಿಕ ಸೇವೆ : bbox=[1159, 1841, 1372, 1867]
article5-byline: #ಅಮೃತವಾಣಿ.ಇನ್ bbox=[46, 2100, 122, 2113]
article5-column-3: ಎದುರಿಸುತ್ತಿದ್ದಾರೆ. 25 ದೇಶಗಳಲ್ಲಿ ಸುಮಾರು 80% ಮಕ್ಕಳು ಆನ್ಲೈನ್ ನಲ್ಲಿ ಲೈಂಗಿಕ ನಿಂದನೆ ಅಥವಾ ಶೋಷಣೆಯ ಅಪಾಯದಲ್ಲಿದ್ದಾರೆ ಎಂದು ಯುನಿಸೆಫ್ ವರದಿ ಮಾಡಿದೆ. ಪ್ರತಿ 5 ಮಕ್ಕಳಲ್ಲಿ ಒಂದು ಮಗು ಸೈಬರ್ ನಿಂದನೆಯ ಕಾರಣದಿಂದಾಗಿ ಶಾಲೆ ಬಿಡುತ್ತಿದ್ದಾರೆ. ಆದ್ದರಿಂದ ಮಕ್ಕಳು ಮತ್ತು ಯುವಜನರಿಗೆ ಸಾಮಾಜಿಕ ಜಾಲತಾಣಗಳ ಬಳಕೆ ಮಾಡುವುದು ಮತ್ತು ನಿರ್ವಹಿಸುವಾಗ ಎಚ್ಚರಿಕೆ ಹಾಗೂ ಸೈಬರ್ ಬುಲ್ಲಿಂಗ್ bbox=[547, 2105, 777, 2238]
article3-headline: ಕರ್ನಾಟಕ ಸಾಹಿತ್ಯ ಅಕಾಡೆಮಿವತಿಯಿಂದ ಯುವ ಕವಿಗೋಷ್ಠಿ bbox=[164, 1242, 658, 1273]
article3-photo-press-meet bbox=[345, 1292, 778, 1517]
article3-column-2: ಅಧ್ಯಕ್ಷತೆಯನ್ನು ತುಮಕೂರಿನ ಸೂರ್ಯಕೀರ್ತಿ ವಹಿಸುವರು. ಮಧ್ಯಾಹ್ನ 2 ಗಂಟೆಗೆ ಕಾವ್ಯ ಎನ್ನುವುದು ಎಲ್ಲಿದೆ? ಕುರಿತು ಕಥೆಗಾರ ಡಾ.ನಟರಾಜ್ ಹುಳಿಯಾರ್ ಉಪನ್ಯಾಸ ನೀಡುವರು ನಂತರ ಸಂವಾದ ನಡೆಯಲಿದೆ. ಸಾಹಿತ್ಯ ಅಕಾಡೆಮಿ ಸದಸ್ಯರಾದ ಡಾ.ಕಾ.ವೆಂ.ಶ್ರೀನಿವಾಸಮೂರ್ತಿ ಹಾಗೂ ಡಾ.ರವಿಕುಮಾರ್ ನೀಹ ಭಾಗವಹಿಸುವರು ಎಂದರು. ಸಾಮಾಜಿಕ ಜಾಲತಾಣಗಳಲ್ಲಿ ಯುವಕವಿಗಳು ಕವಿತೆಯೊಂದಿಗೆ ಎಲ್ಲ ಆಲೋಚನೆ ನಡುವೆ ಗಂಭೀರವಾಗಿ ಕಾವ್ಯ ಓದುವ, ಬರೆಯುವವರು ಹೆಚ್ಚಿದ್ದಾರೆ. ಅವರಲ್ಲೂ ವಿವಿಧ ವಲಯದ, ವಿವಿಧ ವರ್ಗದ ಯುವಕವಿಗಳು ಕಾವ್ಯ ಕಟ್ಟುವಲ್ಲಿ ಸಕ್ರಿಯರಾಗಿದ್ದಾರೆ. ಅಂಥವರನ್ನು ಗುರುತಿಸಿ ಅವಕಾಶ ನೀಡುತ್ತಿದೆ. ಕರ್ನಾಟಕ ಸಾಹಿತ್ಯ ಅಕಾಡೆಮಿ.ಇಂಥ ಯುವಕವಿ ಗೋಷ್ಠಿಗಳನ್ನು ಎಲ್ಲಾ ವಿಭಾಗಗಳಲ್ಲಿಯೂ ಅವರು ಕರ್ನಾಟಕ ಸಾಹಿತ್ಯ ಅಕಾಡೆಮಿ ಅಧ್ಯಕ್ಷರಾಗಿದ್ದಾಗ bbox=[345, 1526, 554, 1819]
article5-photo-workshop-group bbox=[45, 1900, 778, 2096]
masthead-date: ದಿನಾಂಕ :08-07-2025 ಮಂಗಳವಾರ bbox=[45, 63, 316, 85]
article4-column-1: ತಿಪಟೂರು. ಸರ್ಕಾರಿ ಬಾಲಕರ ಪದವಿಪೂರ್ವ ಕಾಲೇಜಿನಲ್ಲಿ 20 ವರ್ಷಗಳ ಸುದೀರ್ಘ ಸೇವೆ ಸಲ್ಲಿಸಿ ಪದೋನ್ನತಿ ಹೊಂದಿ ಪ್ರಾಂಶುಪಾಲರಾಗಿ ಹಾಸನದ ಸರ್ಕಾರಿ ಪದವಿ ಪೂರ್ವ ಕಾಲೇಜು, ಹೊನ್ನವಳ್ಳಿ, ಇಲ್ಲಿ ಕರ್ತವ್ಯ ನಿರ್ವಹಿಸುತ್ತಿರುವ ಬಿ ಸಚ್ಚಿದಾನಂದ ಮೂರ್ತಿ ಇವರಿಗೆ ಪ್ರಾಂಶುಪಾಲರು ಹಾಗೂ ಸಿಬ್ಬಂದಿ ವರ್ಗದಿಂದ ಆತ್ಮೀಯ ಬೀಳ್ಕೊಡುಗೆ ನೀಡಲಾಯಿತು. ಸಮಾರಂಭದ ಅಧ್ಯಕ್ಷತೆ ವಹಿಸಿದ್ದ ಪ್ರಾಂಶುಪಾಲರು ಹಾಗೂ ನೋಡಲ್ ಅಧಿಕಾರಿಗಳಾದ ಎಂ ಶಿವಕುಮಾರ್ ಮಾತನಾಡುತ್ತಾ ಬೀಳ್ಕೊಡುಗೆ ಸಮಾರಂಭದಲ್ಲಿ ಹೊಗಳಿಕೆಗಳು ಸಾಮಾನ್ಯ. ಆದರೆ 20 ವರ್ಷಗಳ ಸುದೀರ್ಘ ಸೇವೆಯಲ್ಲಿ ಸಚ್ಚಿದಾನಂದ ಮೂರ್ತಿಗಳು ಕಾಲೇಜಿನಲ್ಲಿ ಉತ್ತಮ ಫಲಿತಾಂಶ ಬರಲು ಹಾಗೂ ವಿಶೇಷವಾಗಿ ಪರೀಕ್ಷಾ ಕಾರ್ಯದಲ್ಲಿ ನಮಗೆ ಸಂಪೂರ್ಣ ಸಹಕಾರ ನೀಡಿರುವುದನ್ನು ಸ್ಮರಿಸಿದರು. ಆರಂಭದಲ್ಲಿ 37 ವಿದ್ಯಾರ್ಥಿಗಳಿದ್ದ ಕಾಲೇಜಿನ ದಾಖಲಾತಿಯನ್ನು 2020ರ ಅವಧಿಯಲ್ಲಿ 2,123 ಕ್ಕೆ ಹೆಚ್ಚಿಸಲಾಗಿತ್ತು. ಈ ವರ್ಷ 1300ಕ್ಕೆ ಕುಸಿದಿದೆ. ಇದಕ್ಕೆ ಕಾರಣ ಬೇರೆ ಇದೆ ಇತ್ತೀಚಿನ ದಿನಗಳಲ್ಲಿ ಕಾಲೇಜುಗಳು ಕೈಗೆಟುಕುವ ದರದಲ್ಲಿ ಸಿಗುತ್ತಿರುವುದರಿಂದ ದಾಖಲಾತಿ ಕಡಿಮೆಯಾಗಿದೆ. ಖಾಸಗಿ bbox=[791, 1295, 1023, 1627]
article1-column-1: ಶಿರಾ : ಸರ್ಕಾರಿ ಶಾಲೆಗಳು ನೂತನ ಕಟ್ಟಡದೊಂದಿಗೆ ಹೈಟೆಕ್ ಸ್ಪರ್ಶ ಪಡೆಯುವುದರ ಜೊತೆಗೆ ಗುಣಮಟ್ಟದ ಶಿಕ್ಷಣ ಗ್ರಾಮೀಣ ಪ್ರದೇಶದ ಪ್ರತಿಭಾವಂತ ವಿದ್ಯಾರ್ಥಿಗಳಿಗೆ ದೊರಕಬೇಕು. ಹಳ್ಳಿಗಾಡಿನ ಪ್ರತಿಭಾವಂತ ವಿದ್ಯಾರ್ಥಿಗಳು ಐಎಎಸ್, ಐಪಿಎಸ್, ಕೆಎಎಸ್ ನಂತಹ ಉನ್ನತ ಹುದ್ದೆಯನ್ನು ಪಡೆಯುವಂತಹ ಸ್ಥಿತಿ ನಿರ್ಮಾಣವಾಗಲಿ ಶಿರಾ ಕ್ಷೇತ್ರ ಶಿಕ್ಷಣ ಕಾಶಿ ಮಾಡಬೇಕೆಂಬ ಸಂಕಲ್ಪದೊಂದಿಗೆ 1 ಕೋಟಿ ರೂಪಾಯಿ ವೆಚ್ಚದಲ್ಲಿ ತರೂರು ಗ್ರಾಮದ ಸರ್ಕಾರಿ ಹಿರಿಯ ಪ್ರಾಥಮಿಕ ಪಾಠಶಾಲೆ ನೂತನ ಕಟ್ಟಡ ನಿರ್ಮಾಣ ಮಾಡಲು ಮುಂದಾಗಿದ್ದೇನೆ ಎಂದು ವಿಧಾನಪರಿಷತ್ ಸದಸ್ಯ ಚಿದಾನಂದ ಎಂ ಗೌಡ ಹೇಳಿದರು. ಶಿರಾ ತಾಲೂಕಿನ ಕಳ್ಳಂಬೆಳ್ಳ ಹೋಬಳಿಯ ತರೂರು ಗ್ರಾಮದಲ್ಲಿರುವ ಸರ್ಕಾರಿ ಮಾದರಿ ಹಿರಿಯ ಪ್ರಾಥಮಿಕ ಪಾಠ ಶಾಲೆಯನ್ನು ವಿಧಾನ ಪರಿಷತ್ ಸದಸ್ಯ ಚಿದಾನಂದ ಎಂ ಗೌಡ ಸ್ವಂತ ವಿಳಾಸದ ಶಾಸಕರ ಪ್ರದೇಶಾಭಿವೃದ್ಧಿ ಅನುದಾನದಲ್ಲಿ 1 ಕೋಟಿ ರೂ. ವೆಚ್ಚದಲ್ಲಿ ನೂತನ ಹೈಟೆಕ್ ಶಾಲಾ ಕೊಠಡಿಗಳ ಶಂಕುಸ್ಥಾಪನೆ ನೆರವೇರಿಸಿ ಮಾತನಾಡಿದರು. ಕಾಂಗ್ರೆಸ್ ಸರ್ಕಾರ ಬಜೆಟ್ ಭಾಗಗಳಿಗೆ ಹೆಚ್ಚು ಆದ್ಯತೆ ನೀಡಿ, ಸರ್ಕಾರಿ ಶಾಲೆಗಳ ಬಗ್ಗೆ ನಿರ್ಲಕ್ಷ್ಯ ತೋರಿದೆ. ಶಿಕ್ಷಣದಿಂದಲೇ ಸಮಾಜದ ಬದಲಾವಣೆ ಸಾಧ್ಯ ಎಂಬ ಧ್ಯೇಯ ವಾಕ್ಯದೊಂದಿಗೆ ಸರ್ಕಾರಿ ಶಾಲೆಗಳ ಅಭಿವೃದ್ಧಿಗೆ ಹೆಚ್ಚು ಅನುದಾನವನ್ನು ನೀಡಿ ಅಭಿವೃದ್ಧಿ ಮಾಡಿದ್ದೇನೆ. ಶಿರಾ ಕ್ಷೇತ್ರದ ಹೃದಯವಂತ ಜನರು ನನ್ನ ಈ ಪ್ರಾಮಾಣಿಕ ಸೇವೆಯನ್ನು ಪರಿಗಣಿಸಿ ಆಶೀರ್ವದಿಸಿದ್ದಾರೆ ಎಂದರು. ತುಮಕೂರು ಹಾಲು ಒಕ್ಕೂಟದ ನಿರ್ದೇಶಕ ಎಸ್. ಆರ್. ಗೌಡ ಮಾತನಾಡಿ ಸರ್ಕಾರ ಶಿಕ್ಷಣ, ನೀರಾವರಿ, ಆರೋಗ್ಯ ಕ್ಷೇತ್ರಗಳಿಗೆ ಹೆಚ್ಚು ಆದ್ಯತೆ ನೀಡಿದಾಗ ಮಾತ್ರ ಜನಸಾಮಾನ್ಯರಿಗೆ ಸಹಕಾರಿಯಾಗಲಿದೆ. ವಿಧಾನ ಪರಿಷತ್ ಸದಸ್ಯ ಚಿದಾನಂದ bbox=[45, 212, 343, 604]
article2-column-6: ಪಿಕೆ ರಂಗಸ್ವಾಮಿ, ಹೆಚ್ ಎಂ ನಾಗರಾಜು, ವಿ ಗಂಗಾಧರ್, ಸಿ ಎನ್ ರಮೇಶ ಇತರರಿದ್ದರು. ಈ ಸಂದರ್ಭದಲ್ಲಿ ಪ್ರತಿಭಾವಂತ ವಿದ್ಯಾರ್ಥಿಗಳನ್ನು ಸನ್ಮಾನಿಸಲಾಯಿತು ಮತ್ತು ರೇಷ್ಮೆ ಇಲಾಖೆ ಉಪನಿರ್ದೇಶಕ ಬಿ ಲಕ್ಷ್ಮೀನರಸಯ್ಯ ನಿವೃತ್ತ ಶಿಕ್ಷಕರಾದ ರಂಗಧಾಮಯ್ಯ ಶಿಕ್ಷಕ ಶಾಂತಕುಮಾರ್ ಅವರನ್ನು ಸನ್ಮಾನಿಸಲಾಯಿತು. bbox=[1278, 764, 1495, 878]
masthead-top-rule bbox=[45, 45, 1411, 47]
